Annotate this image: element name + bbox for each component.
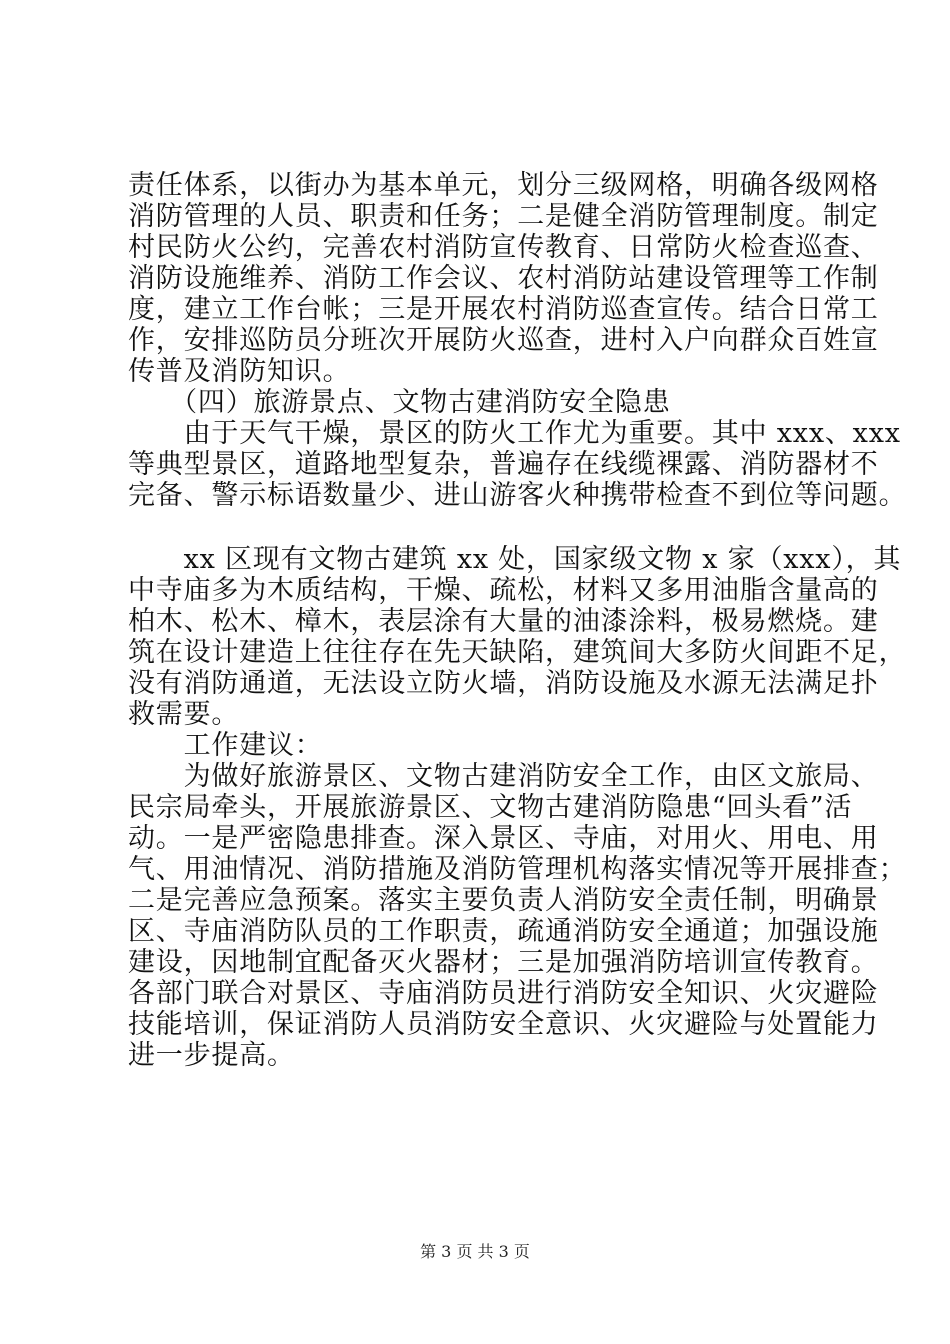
text-line: 完备、警示标语数量少、进山游客火种携带检查不到位等问题。: [128, 480, 907, 511]
text-line: 中寺庙多为木质结构，干燥、疏松，材料又多用油脂含量高的: [128, 575, 879, 606]
page-number-footer: 第 3 页 共 3 页: [420, 1242, 530, 1261]
text-line: 等典型景区，道路地型复杂，普遍存在线缆裸露、消防器材不: [128, 449, 879, 480]
subheading: 工作建议：: [128, 730, 323, 761]
text-line: 度，建立工作台帐；三是开展农村消防巡查宣传。结合日常工: [128, 294, 879, 325]
text-line: 作，安排巡防员分班次开展防火巡查，进村入户向群众百姓宣: [128, 325, 879, 356]
text-line: 消防设施维养、消防工作会议、农村消防站建设管理等工作制: [128, 263, 879, 294]
text-line: 民宗局牵头，开展旅游景区、文物古建消防隐患“回头看”活: [128, 792, 853, 823]
text-line: 各部门联合对景区、寺庙消防员进行消防安全知识、火灾避险: [128, 978, 879, 1009]
text-line: 建设，因地制宜配备灭火器材；三是加强消防培训宣传教育。: [128, 947, 879, 978]
text-line: 责任体系，以街办为基本单元，划分三级网格，明确各级网格: [128, 170, 879, 201]
text-line: 村民防火公约，完善农村消防宣传教育、日常防火检查巡查、: [128, 232, 879, 263]
text-line: 二是完善应急预案。落实主要负责人消防安全责任制，明确景: [128, 885, 879, 916]
section-heading: （四）旅游景点、文物古建消防安全隐患: [128, 387, 671, 418]
text-line: 救需要。: [128, 699, 240, 730]
text-line: 柏木、松木、樟木，表层涂有大量的油漆涂料，极易燃烧。建: [128, 606, 879, 637]
text-line: 区、寺庙消防队员的工作职责，疏通消防安全通道；加强设施: [128, 916, 879, 947]
text-line: 传普及消防知识。: [128, 356, 351, 387]
text-line: 技能培训，保证消防人员消防安全意识、火灾避险与处置能力: [128, 1009, 879, 1040]
text-line: 为做好旅游景区、文物古建消防安全工作，由区文旅局、: [128, 761, 879, 792]
text-line: 动。一是严密隐患排查。深入景区、寺庙，对用火、用电、用: [128, 823, 879, 854]
text-line: 没有消防通道，无法设立防火墙，消防设施及水源无法满足扑: [128, 668, 879, 699]
text-line: 进一步提高。: [128, 1040, 295, 1071]
text-line: 由于天气干燥，景区的防火工作尤为重要。其中 xxx、xxx: [128, 418, 901, 449]
text-line: 消防管理的人员、职责和任务；二是健全消防管理制度。制定: [128, 201, 879, 232]
text-line: xx 区现有文物古建筑 xx 处，国家级文物 x 家（xxx），其: [128, 544, 902, 575]
document-body: [128, 170, 907, 1071]
text-line: 气、用油情况、消防措施及消防管理机构落实情况等开展排查；: [128, 854, 907, 885]
text-line: 筑在设计建造上往往存在先天缺陷，建筑间大多防火间距不足，: [128, 637, 907, 668]
